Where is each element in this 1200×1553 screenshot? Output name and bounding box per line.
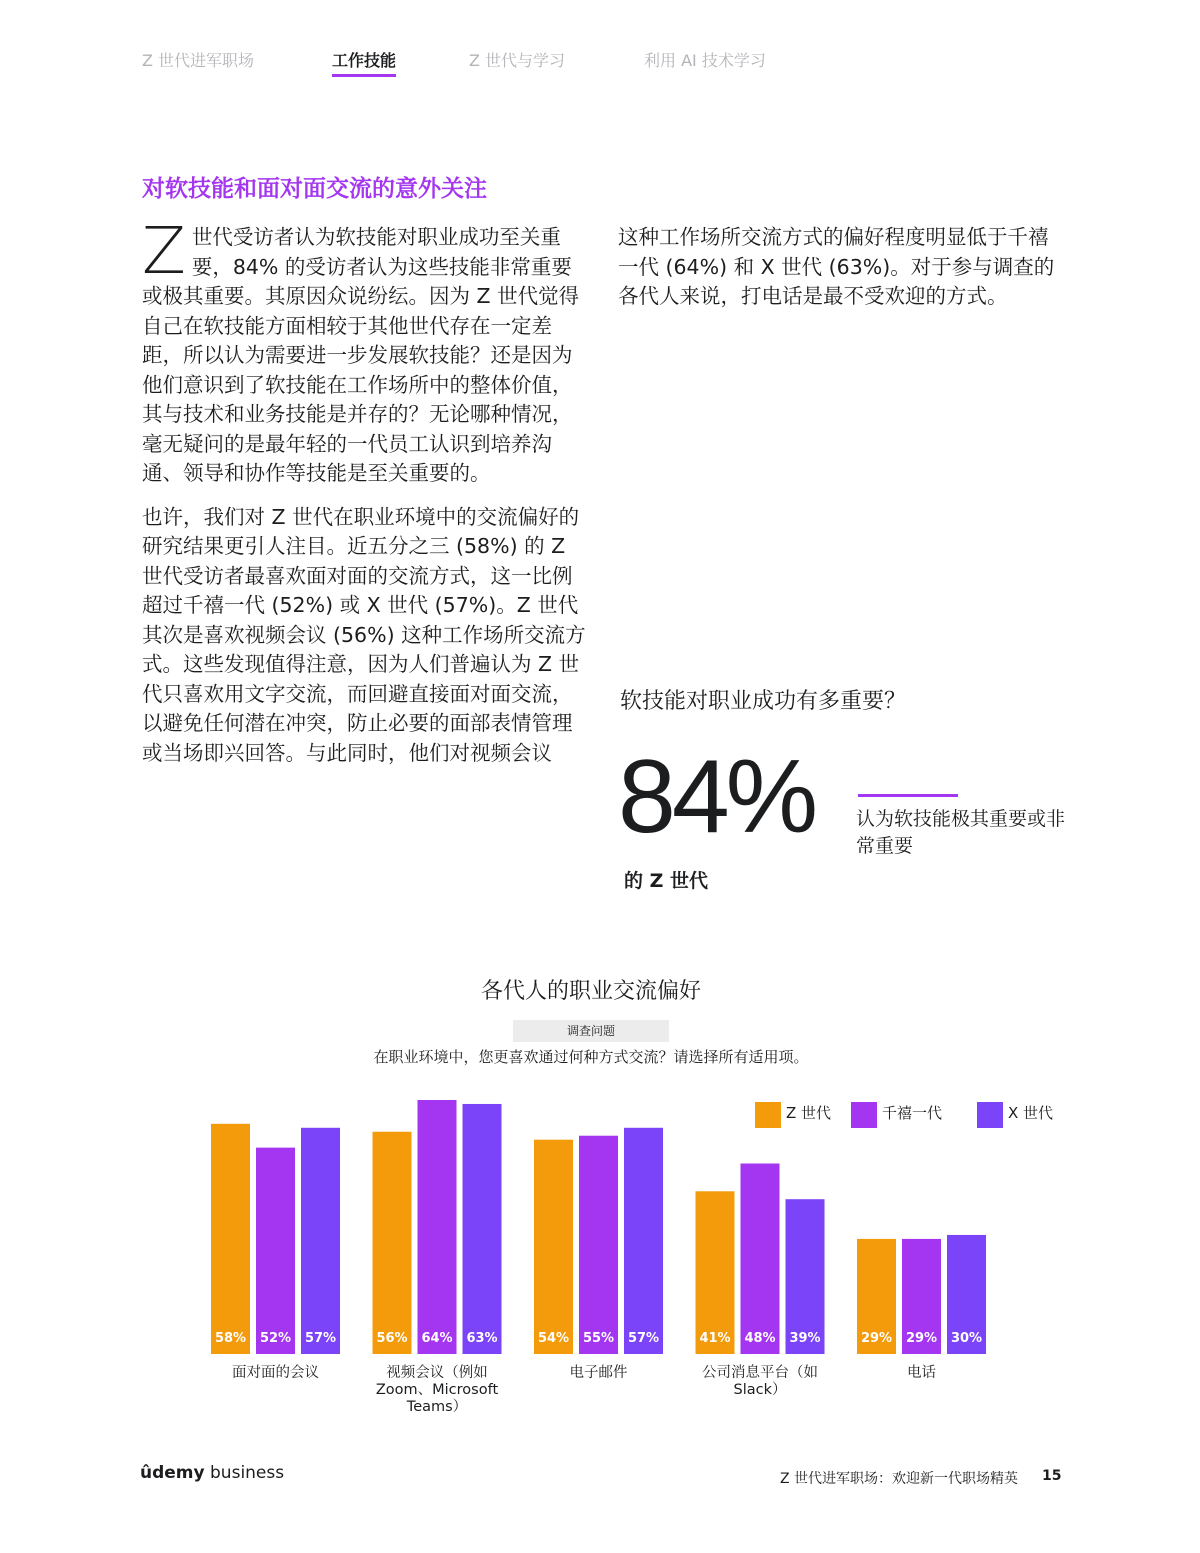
tab-work-skills[interactable]: 工作技能 bbox=[332, 48, 396, 77]
section-title: 对软技能和面对面交流的意外关注 bbox=[142, 176, 487, 202]
bar-value-label-millennials-0: 52% bbox=[259, 1331, 292, 1346]
survey-question-text: 在职业环境中，您更喜欢通过何种方式交流？请选择所有适用项。 bbox=[373, 1048, 809, 1066]
bar-gen-x-2 bbox=[624, 1128, 663, 1354]
stat-value: 84% bbox=[618, 739, 815, 855]
paragraph-1 bbox=[142, 215, 586, 489]
logo-sub: business bbox=[210, 1463, 285, 1483]
stat-accent-line bbox=[858, 794, 958, 797]
chart-title: 各代人的职业交流偏好 bbox=[480, 979, 701, 1004]
legend-label-gen-z: Z 世代 bbox=[786, 1104, 832, 1122]
bar-value-label-gen-x-0: 57% bbox=[304, 1331, 337, 1346]
bar-value-label-millennials-1: 64% bbox=[421, 1331, 453, 1346]
paragraph-2: 也许，我们对 Z 世代在职业环境中的交流偏好的研究结果更引人注目。近五分之三 (58%) 的 Z 世代受访者最喜欢面对面的交流方式，这一比例超过千禧一代 (52%) 或 X 世代 (57%)。Z 世代其次是喜欢视频会议 (56%) 这种工作场所交流方式。这些发现值得注意，因为人们普遍认为 Z 世代只喜欢用文字交流，而回避直接面对面交流，以避免任何潜在冲突，防止必要的面部表情管理或当场即兴回答。与此同时，他们对视频会议 bbox=[142, 504, 586, 765]
paragraph-1-text: 世代受访者认为软技能对职业成功至关重要，84% 的受访者认为这些技能非常重要或极其重要。其原因众说纷纭。因为 Z 世代觉得自己在软技能方面相较于其他世代存在一定差距，所以认为需要进一步发展软技能？还是因为他们意识到了软技能在工作场所中的整体价值，其与技术和业务技能是并存的？无论哪种情况，毫无疑问的是最年轻的一代员工认识到培养沟通、领导和协作等技能是至关重要的。 bbox=[142, 225, 580, 485]
bar-gen-z-1 bbox=[373, 1132, 412, 1354]
category-label-1-line-2: Teams） bbox=[406, 1399, 468, 1415]
bar-value-label-gen-x-2: 57% bbox=[627, 1331, 660, 1346]
stat-who: 的 Z 世代 bbox=[624, 870, 709, 892]
bar-value-label-gen-x-3: 39% bbox=[789, 1331, 821, 1346]
udemy-business-logo bbox=[140, 1463, 284, 1483]
bar-value-label-gen-z-4: 29% bbox=[860, 1331, 893, 1346]
bar-value-label-millennials-3: 48% bbox=[744, 1331, 776, 1346]
footer-doc-title: Z 世代进军职场：欢迎新一代职场精英 bbox=[780, 1471, 1019, 1487]
bar-millennials-1 bbox=[418, 1100, 457, 1354]
legend-label-millennials: 千禧一代 bbox=[882, 1104, 943, 1122]
tab-gen-z-learning[interactable]: Z 世代与学习 bbox=[469, 51, 566, 70]
bar-value-label-gen-z-0: 58% bbox=[214, 1331, 247, 1346]
stat-question: 软技能对职业成功有多重要？ bbox=[620, 689, 907, 714]
left-column bbox=[142, 215, 586, 782]
paragraph-3: 这种工作场所交流方式的偏好程度明显低于千禧一代 (64%) 和 X 世代 (63%)。对于参与调查的各代人来说，打电话是最不受欢迎的方式。 bbox=[618, 225, 1055, 308]
right-column bbox=[618, 223, 1062, 326]
bar-value-label-gen-z-1: 56% bbox=[376, 1331, 408, 1346]
dropcap: Z bbox=[142, 215, 186, 289]
bar-gen-z-0 bbox=[211, 1124, 250, 1354]
bar-value-label-millennials-4: 29% bbox=[905, 1331, 938, 1346]
tab-ai-learning[interactable]: 利用 AI 技术学习 bbox=[644, 51, 766, 70]
category-label-2-line-0: 电子邮件 bbox=[569, 1365, 628, 1381]
bar-millennials-3 bbox=[741, 1164, 780, 1355]
bar-chart bbox=[180, 1080, 1020, 1425]
legend-label-gen-x: X 世代 bbox=[1008, 1104, 1054, 1122]
category-label-0-line-0: 面对面的会议 bbox=[232, 1365, 319, 1381]
survey-question-label: 调查问题 bbox=[513, 1020, 669, 1042]
bar-millennials-0 bbox=[256, 1148, 295, 1354]
tab-gen-z-workplace[interactable]: Z 世代进军职场 bbox=[142, 51, 255, 70]
bar-gen-x-0 bbox=[301, 1128, 340, 1354]
bar-value-label-gen-z-3: 41% bbox=[699, 1331, 731, 1346]
category-label-3-line-1: Slack） bbox=[733, 1382, 787, 1398]
category-label-3-line-0: 公司消息平台（如 bbox=[702, 1365, 818, 1381]
logo-main: ûdemy bbox=[140, 1463, 205, 1483]
bar-gen-z-2 bbox=[534, 1140, 573, 1354]
page-number: 15 bbox=[1042, 1468, 1062, 1484]
bar-gen-x-1 bbox=[463, 1104, 502, 1354]
stat-description: 认为软技能极其重要或非常重要 bbox=[856, 808, 1066, 857]
bar-gen-z-3 bbox=[696, 1191, 735, 1354]
bar-value-label-gen-z-2: 54% bbox=[537, 1331, 570, 1346]
bar-value-label-gen-x-1: 63% bbox=[466, 1331, 498, 1346]
category-label-1-line-0: 视频会议（例如 bbox=[386, 1365, 488, 1381]
bar-value-label-gen-x-4: 30% bbox=[950, 1331, 983, 1346]
bar-value-label-millennials-2: 55% bbox=[582, 1331, 615, 1346]
bar-millennials-2 bbox=[579, 1136, 618, 1354]
category-label-4-line-0: 电话 bbox=[907, 1365, 936, 1381]
category-label-1-line-1: Zoom、Microsoft bbox=[375, 1382, 499, 1398]
